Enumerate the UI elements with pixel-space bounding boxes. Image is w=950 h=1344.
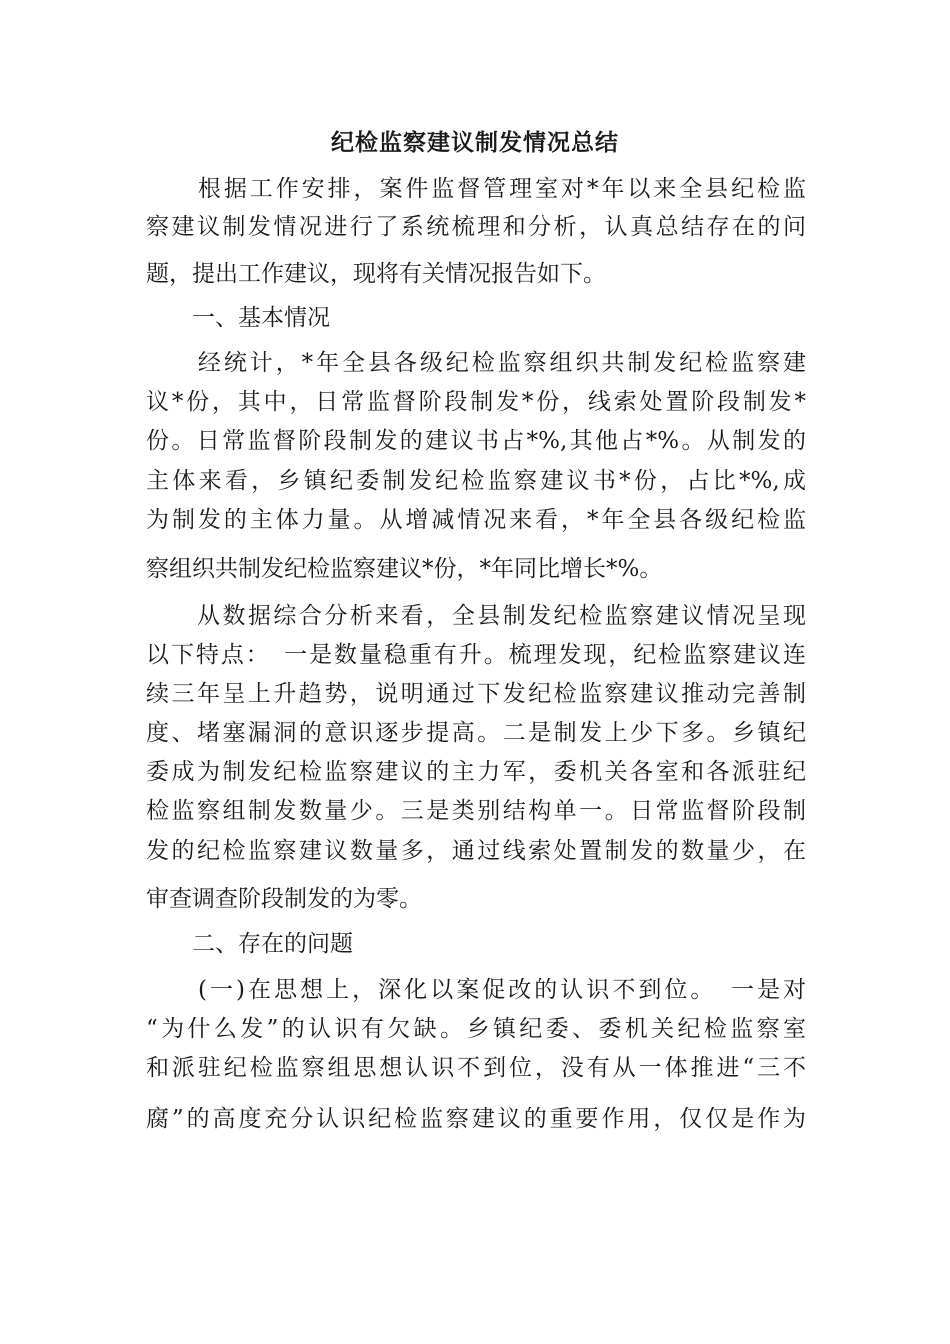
paragraph-line: 察组织共制发纪检监察建议*份，*年同比增长*%。 — [146, 556, 663, 582]
paragraph-line: 察建议制发情况进行了系统梳理和分析，认真总结存在的问 — [146, 214, 806, 240]
paragraph-line: 委成为制发纪检监察建议的主力军，委机关各室和各派驻纪 — [146, 759, 806, 785]
paragraph-line: 经统计，*年全县各级纪检监察组织共制发纪检监察建 — [146, 350, 806, 376]
section-heading: 二、存在的问题 — [146, 931, 353, 957]
paragraph-line: 主体来看，乡镇纪委制发纪检监察建议书*份，占比*%,成 — [146, 468, 806, 494]
paragraph-line: 从数据综合分析来看，全县制发纪检监察建议情况呈现 — [146, 603, 806, 629]
paragraph-line: 续三年呈上升趋势，说明通过下发纪检监察建议推动完善制 — [146, 681, 806, 707]
paragraph-line: (一)在思想上，深化以案促改的认识不到位。 一是对 — [146, 977, 806, 1003]
paragraph-line: 议*份，其中，日常监督阶段制发*份，线索处置阶段制发* — [146, 389, 806, 415]
paragraph-line: 以下特点： 一是数量稳重有升。梳理发现，纪检监察建议连 — [146, 642, 806, 668]
paragraph-line: 腐”的高度充分认识纪检监察建议的重要作用，仅仅是作为 — [146, 1106, 806, 1132]
paragraph-line: “为什么发”的认识有欠缺。乡镇纪委、委机关纪检监察室 — [146, 1016, 806, 1042]
paragraph-line: 发的纪检监察建议数量多，通过线索处置制发的数量少，在 — [146, 838, 806, 864]
paragraph-line: 根据工作安排，案件监督管理室对*年以来全县纪检监 — [146, 176, 806, 202]
paragraph-line: 为制发的主体力量。从增减情况来看，*年全县各级纪检监 — [146, 507, 806, 533]
document-title: 纪检监察建议制发情况总结 — [331, 130, 619, 156]
section-heading: 一、基本情况 — [146, 305, 330, 331]
paragraph-line: 度、堵塞漏洞的意识逐步提高。二是制发上少下多。乡镇纪 — [146, 720, 806, 746]
paragraph-line: 审查调查阶段制发的为零。 — [146, 886, 422, 912]
paragraph-line: 检监察组制发数量少。三是类别结构单一。日常监督阶段制 — [146, 798, 806, 824]
paragraph-line: 和派驻纪检监察组思想认识不到位，没有从一体推进“三不 — [146, 1055, 806, 1081]
paragraph-line: 题，提出工作建议，现将有关情况报告如下。 — [146, 261, 606, 287]
paragraph-line: 份。日常监督阶段制发的建议书占*%,其他占*%。从制发的 — [146, 428, 806, 454]
